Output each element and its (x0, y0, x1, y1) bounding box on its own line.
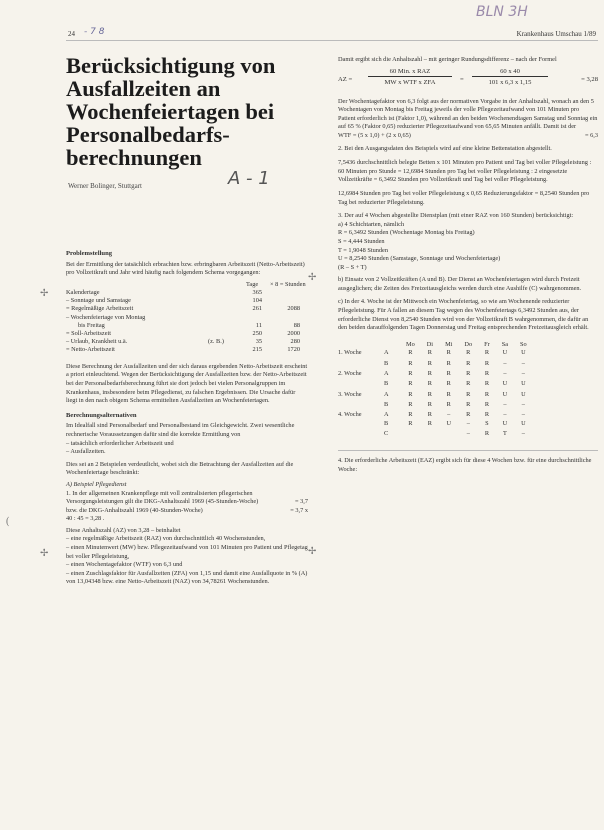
schema-header-hours: × 8 = Stunden (270, 280, 306, 288)
roster-shift-cell: R (446, 349, 451, 357)
roster-week-label (338, 358, 382, 370)
roster-shift-cell: R (427, 359, 432, 367)
schema-row (66, 305, 308, 313)
roster-person: B (384, 419, 389, 427)
roster-shift-cell: R (408, 349, 413, 357)
roster-person: B (384, 359, 389, 367)
list-item: S = 4,444 Stunden (338, 237, 385, 245)
author: Werner Bolinger, Stuttgart (68, 182, 142, 190)
table-row (338, 428, 533, 440)
paragraph: b) Einsatz von 2 Vollzeitkräften (A und B). Der Dienst an Wochenfeiertagen wird durch Freizeit ausgeglichen; die Zeiten des Freizeitausgleichs werden durch eine Aushilfe (C) wahrgenommen. (338, 276, 582, 292)
paragraph: bzw. die DKG-Anhaltszahl 1969 (40-Stunden-Woche) = 3,7 x (66, 506, 308, 514)
schema-days: 215 (252, 346, 262, 354)
roster-shift-cell: U (446, 419, 452, 427)
formula-wtf: WTF = (5 x 1,0) + (2 x 0,65) = 6,3 (338, 131, 598, 139)
roster-rule (338, 450, 598, 451)
roster-shift-cell: – (466, 430, 470, 438)
right-column (338, 56, 598, 477)
schema-row (66, 314, 308, 322)
paragraph: Im Idealfall sind Personalbedarf und Personalbestand im Gleichgewicht. Zwei wesentliche rechnerische Voraussetzungen dafür sind die korrekte Ermittlung von (66, 422, 295, 438)
roster-shift-cell: R (427, 380, 432, 388)
schema-table (66, 281, 308, 357)
page-number: 24 (68, 30, 75, 38)
schema-hours: 2088 (287, 305, 300, 313)
roster-shift-cell: – (521, 430, 525, 438)
roster-shift-cell: – (503, 411, 507, 419)
paragraph: 3. Der auf 4 Wochen abgestellte Dienstplan (mit einer RAZ von 160 Stunden) berücksichtigt: (338, 212, 574, 220)
roster-shift-cell: R (466, 390, 471, 398)
schema-note: (z. B.) (208, 338, 224, 346)
roster-shift-cell: T (502, 430, 507, 438)
formula-result: = 3,28 (581, 75, 598, 83)
schema-hours: 1720 (287, 346, 300, 354)
schema-row (66, 346, 308, 354)
roster-shift-cell: U (521, 419, 526, 427)
roster-shift-cell: R (484, 380, 490, 388)
paragraph: Dies sei an 2 Beispielen verdeutlicht, wobei sich die Betrachtung der Ausfallzeiten auf die Wochenfeiertage beschränkt: (66, 460, 294, 477)
paragraph: 2. Bei den Ausgangsdaten des Beispiels wird auf eine kleine Bettenstation abgestellt. (338, 144, 552, 152)
roster-shift-cell: U (502, 390, 508, 398)
formula (338, 68, 598, 94)
roster-day-header: Mi (445, 340, 453, 348)
paragraph: Diese Anhaltszahl (AZ) von 3,28 – beinhaltet (66, 526, 181, 534)
paragraph: Bei der Ermittlung der tatsächlich erbrachten bzw. erbringbaren Arbeitszeit (Netto-Arbeitszeit) pro Vollzeitkraft und Jahr wird häufig nach folgendem Schema vorgegangen: (66, 260, 305, 277)
schema-label: Kalendertage (66, 288, 100, 296)
table-row (338, 411, 533, 420)
roster-shift-cell: R (408, 411, 413, 419)
roster-shift-cell: R (484, 390, 490, 398)
roster-shift-cell: R (408, 400, 413, 408)
schema-label: – Wochenfeiertage von Montag (66, 313, 146, 321)
formula-denominator: 101 x 6,3 x 1,15 (488, 78, 532, 86)
margin-mark: ✢ (308, 272, 317, 283)
roster-shift-cell: R (484, 400, 490, 408)
schema-label: = Netto-Arbeitszeit (66, 346, 115, 354)
roster-shift-cell (439, 428, 458, 440)
roster-shift-cell: R (484, 370, 490, 378)
roster-shift-cell: R (427, 349, 432, 357)
table-row (338, 399, 533, 411)
roster-shift-cell: U (521, 349, 526, 357)
roster-shift-cell: S (485, 419, 489, 427)
roster-day-header: Di (426, 340, 434, 348)
formula-denominator: MW x WTF x ZFA (384, 78, 436, 86)
article-title: Berücksichtigung von Ausfallzeiten an Wochenfeiertagen bei Personalbedarfs-berechnungen (66, 53, 276, 170)
schema-label: bis Freitag (78, 321, 105, 329)
roster-shift-cell: – (521, 411, 525, 419)
schema-label: – Urlaub, Krankheit u.ä. (66, 338, 128, 346)
roster-shift-cell (400, 428, 421, 440)
roster-person: A (384, 349, 389, 357)
roster-shift-cell: – (466, 419, 470, 427)
formula-lhs: AZ = (338, 75, 353, 83)
schema-days: 104 (252, 297, 262, 305)
roster-week-label (338, 379, 382, 391)
margin-mark: ✢ (308, 546, 317, 557)
roster-shift-cell: U (521, 390, 526, 398)
roster-week-label (338, 428, 382, 440)
journal-name: Krankenhaus Umschau 1/89 (516, 30, 596, 38)
table-row (338, 391, 533, 400)
schema-label: – Sonntage und Samstage (66, 297, 131, 305)
roster-day-header: So (520, 340, 527, 348)
paragraph: 1. In der allgemeinen Krankenpflege mit voll zentralisierten pflegerischen Versorgungsleistungen gilt die DKG-Anhaltszahl 1969 (45-Stunden-Woche) = 3,7 (66, 489, 308, 506)
list-item: – Ausfallzeiten. (66, 448, 106, 456)
schema-row (66, 322, 308, 330)
roster-shift-cell: R (484, 411, 490, 419)
table-row (338, 420, 533, 429)
list-item: – tatsächlich erforderlicher Arbeitszeit und (66, 439, 174, 447)
table-row (338, 358, 533, 370)
list-item: U = 8,2540 Stunden (Samstage, Sonntage und Wochenfeiertage) (338, 255, 501, 263)
roster-shift-cell: R (484, 349, 490, 357)
margin-mark: ✢ (40, 288, 49, 299)
schema-row (66, 289, 308, 297)
roster-shift-cell: R (446, 390, 451, 398)
roster-shift-cell: R (408, 419, 413, 427)
roster-shift-cell: R (408, 390, 413, 398)
roster-person: A (384, 390, 389, 398)
roster-shift-cell: R (446, 380, 451, 388)
paragraph: 12,6984 Stunden pro Tag bei voller Pflegeleistung x 0,65 Reduzierungsfaktor = 8,2540 Stunden pro Tag bei reduzierter Pflegeleistung. (338, 189, 590, 206)
schema-days: 35 (255, 338, 262, 346)
roster-shift-cell: R (466, 359, 471, 367)
roster-shift-cell: R (484, 359, 490, 367)
margin-mark: ✢ (40, 548, 49, 559)
roster-day-header: Sa (501, 340, 509, 348)
roster-shift-cell: U (502, 380, 508, 388)
list-item: (R – S + T) (338, 263, 367, 271)
roster-person: B (384, 380, 389, 388)
roster-shift-cell: R (446, 359, 451, 367)
formula-equals: = (460, 75, 464, 83)
roster-shift-cell: U (521, 380, 526, 388)
roster-shift-cell: – (521, 359, 525, 367)
paragraph: 4. Die erforderliche Arbeitszeit (EAZ) ergibt sich für diese 4 Wochen bzw. für eine durchschnittliche Woche: (338, 457, 592, 473)
roster-person: C (384, 430, 389, 438)
schema-label: = Soll-Arbeitszeit (66, 329, 111, 337)
schema-row (66, 330, 308, 338)
paragraph: Diese Berechnung der Ausfallzeiten und der sich daraus ergebenden Netto-Arbeitszeit erscheint a priori einleuchtend. Wegen der Berücksichtigung der Ausfallzeiten bzw. der Netto-Arbeitszeit bei der Personalbedarfsberechnung führt sie dort jedoch bei vielen Personalgruppen im Krankenhaus, insbesondere beim Pflegedienst, zu falschen Ergebnissen. Die Ursache dafür liegt in den nach obigem Schema ermittelten Ausfallzeiten an Wochenfeiertagen. (66, 362, 308, 405)
list-item: – einen Zuschlagsfaktor für Ausfallzeiten (ZFA) von 1,15 und damit eine Ausfallquote in % (A) von 13,04348 bzw. eine Netto-Arbeitszeit (NAZ) von 34,78261 Wochenstunden. (66, 569, 308, 586)
formula-numerator: 60 Min. x RAZ (368, 68, 452, 78)
roster-week-label: 4. Woche (338, 411, 362, 419)
roster-person: A (384, 411, 389, 419)
roster-person: A (384, 370, 389, 378)
list-item: R = 6,3492 Stunden (Wochentage Montag bis Freitag) (338, 229, 475, 237)
roster-day-header: Fr (484, 340, 490, 348)
roster-shift-cell: R (466, 400, 471, 408)
example-heading: A) Beispiel Pflegedienst (66, 480, 127, 488)
handwritten-mark: A - 1 (228, 168, 270, 189)
roster-shift-cell: R (408, 370, 413, 378)
list-item: – eine regelmäßige Arbeitszeit (RAZ) von durchschnittlich 40 Wochenstunden, (66, 535, 266, 543)
roster-shift-cell: R (427, 411, 432, 419)
schema-hours: 88 (293, 321, 300, 329)
schema-header-days: Tage (246, 280, 259, 288)
section-heading: Berechnungsalternativen (66, 411, 137, 419)
paragraph: 40 : 45 = 3,28 . (66, 515, 105, 523)
roster-shift-cell: U (502, 419, 508, 427)
roster-shift-cell: R (408, 380, 413, 388)
schema-days: 250 (252, 329, 262, 337)
roster-shift-cell (421, 428, 439, 440)
roster-shift-cell: R (446, 370, 451, 378)
schema-hours: 280 (290, 338, 300, 346)
roster-week-label: 3. Woche (338, 390, 362, 398)
roster-shift-cell: – (447, 411, 451, 419)
section-heading: Problemstellung (66, 250, 113, 257)
roster-shift-cell: R (446, 400, 451, 408)
roster-week-label: 2. Woche (338, 370, 362, 378)
roster-shift-cell: R (484, 430, 490, 438)
schema-row (66, 297, 308, 305)
paragraph: c) In der 4. Woche ist der Mittwoch ein Wochenfeiertag, so wie am Wochenende reduzierter Pflegeleistung. Für A fallen an diesem Tag wegen des Wochenfeiertags 6,3492 Stunden aus, der erforderliche Dienst von 8,2540 Stunden wird von der Vollzeitkraft B wahrgenommen, die dafür an den beiden darauffolgenden Tagen Donnerstag und Freitag entsprechenden Freizeitausgleich erhält. (338, 298, 589, 332)
roster-week-label (338, 399, 382, 411)
roster-shift-cell: R (427, 390, 432, 398)
stamp: BLN 3H (476, 4, 528, 20)
roster-day-header: Do (464, 340, 473, 348)
left-column (66, 250, 308, 587)
table-row (338, 370, 533, 379)
roster-shift-cell: R (466, 349, 471, 357)
formula-numerator: 60 x 40 (472, 68, 548, 78)
roster-shift-cell: – (503, 400, 507, 408)
roster-shift-cell: R (427, 400, 432, 408)
margin-mark: ( (6, 516, 10, 527)
roster-shift-cell: R (408, 359, 413, 367)
schema-hours: 2000 (287, 329, 300, 337)
roster-week-label (338, 420, 382, 429)
page-annotation: - 7 8 (84, 27, 105, 37)
list-item: T = 1,9048 Stunden (338, 246, 388, 254)
table-row (338, 349, 533, 358)
list-item: – einen Minutenwert (MW) bzw. Pflegezeitaufwand von 101 Minuten pro Patient und Pflegetag bei voller Pflegeleistung, (66, 544, 308, 560)
schema-label: = Regelmäßige Arbeitszeit (66, 305, 134, 313)
roster-person: B (384, 400, 389, 408)
schema-days: 365 (252, 288, 262, 296)
list-item: a) 4 Schichtarten, nämlich (338, 220, 405, 228)
paragraph: Damit ergibt sich die Anhaltszahl – mit geringer Rundungsdifferenz – nach der Formel (338, 56, 557, 63)
roster-shift-cell: R (466, 370, 471, 378)
roster-shift-cell: – (521, 400, 525, 408)
roster-day-header: Mo (406, 340, 415, 348)
roster-shift-cell: – (521, 370, 525, 378)
paragraph: Der Wochentagefaktor von 6,3 folgt aus der normativen Vorgabe in der Anhaltszahl, wonach an den 5 Wochentagen von Montag bis Freitag jeweils der volle Pflegezeitaufwand von 101 Minuten pro Patient erforderlich ist (Faktor 1,0), während an den beiden Wochenendtagen Samstag und Sonntag ein auf 65 % (Faktor 0,65) reduzierter Pflegezeitaufwand von 65,65 Minuten anfällt. Damit ist der (338, 97, 598, 131)
header-rule (66, 40, 598, 41)
schema-row (66, 338, 308, 346)
duty-roster-table (338, 341, 533, 441)
schema-days: 261 (252, 305, 262, 313)
roster-shift-cell: U (502, 349, 508, 357)
roster-shift-cell: – (503, 370, 507, 378)
roster-shift-cell: – (503, 359, 507, 367)
table-row (338, 379, 533, 391)
roster-shift-cell: R (427, 419, 432, 427)
roster-shift-cell: R (427, 370, 432, 378)
roster-shift-cell: R (466, 411, 471, 419)
paragraph: 7,5436 durchschnittlich belegte Betten x 101 Minuten pro Patient und Tag bei voller Pflegeleistung : 60 Minuten pro Stunde = 12,6984 Stunden pro Tag bei voller Pflegeleistung : 2 eingesetzte Vollzeitkräfte = 6,3492 Stunden pro Vollzeitkraft und Tag bei voller Pflegeleistung. (338, 159, 592, 184)
roster-shift-cell: R (466, 380, 471, 388)
list-item: – einen Wochentagefaktor (WTF) von 6,3 und (66, 561, 183, 569)
roster-week-label: 1. Woche (338, 349, 362, 357)
schema-days: 11 (255, 321, 262, 329)
